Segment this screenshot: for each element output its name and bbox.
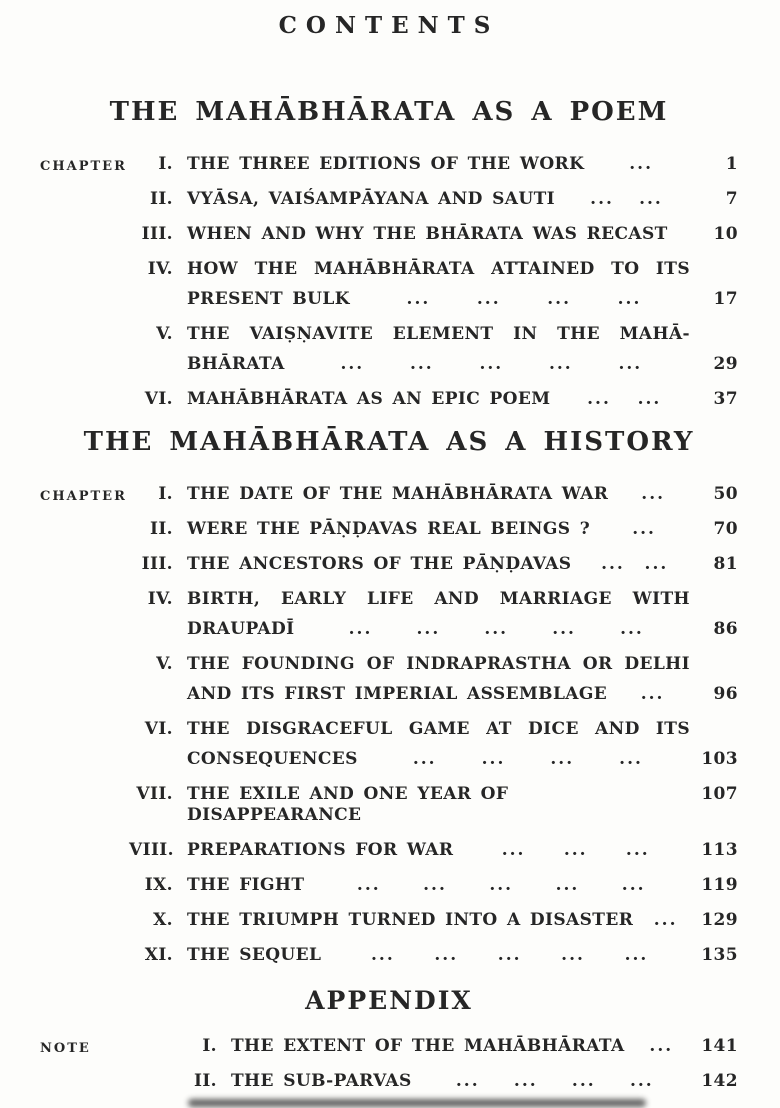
entry-title-text: THE SUB-PARVAS [231, 1071, 412, 1091]
entry-title-line [187, 519, 738, 540]
entry-title-text: PREPARATIONS FOR WAR [187, 840, 454, 860]
entry-title-text: THE DATE OF THE MAHĀBHĀRATA WAR [187, 484, 609, 504]
dot-leader-group: ... [348, 619, 373, 639]
dot-leaders [453, 840, 698, 861]
entry-page-number: 70 [713, 519, 738, 539]
entry-title-block [187, 259, 738, 310]
entry-title-line [187, 389, 738, 410]
dot-leaders [285, 354, 698, 375]
entry-title-block [187, 589, 738, 640]
entry-title-text: THE SEQUEL [187, 945, 322, 965]
entry-numeral: V. [156, 654, 173, 674]
dot-leader-group: ... [563, 840, 588, 860]
entry-title-block [187, 189, 738, 210]
entry-page-number: 142 [701, 1071, 738, 1091]
dot-leader-group: ... [409, 354, 434, 374]
dot-leader-group: ... [620, 619, 644, 639]
entry-numeral: IV. [147, 259, 173, 279]
toc-entry [40, 1036, 738, 1057]
entry-numeral: I. [158, 154, 173, 174]
dot-leader-group: ... [571, 1071, 596, 1091]
entry-numeral: V. [156, 324, 173, 344]
toc-entry [40, 945, 738, 966]
dot-leaders [555, 189, 698, 210]
toc-entry [40, 589, 738, 640]
entry-page-number: 129 [701, 910, 738, 930]
entry-title-line [187, 189, 738, 210]
scan-artifact-bar [188, 1099, 646, 1107]
dot-leaders [350, 289, 698, 310]
entry-title-text: WHEN AND WHY THE BHĀRATA WAS RECAST [187, 224, 668, 244]
entry-type-label: chapter [40, 154, 127, 175]
dot-leader-group: ... [406, 289, 431, 309]
entry-title-line [187, 554, 738, 575]
entry-title-block [231, 1071, 738, 1092]
entry-numeral: III. [141, 224, 173, 244]
dot-leader-group: ... [625, 840, 650, 860]
toc-entry [40, 784, 738, 826]
entry-title-text: MAHĀBHĀRATA AS AN EPIC POEM [187, 389, 551, 409]
entry-page-number: 81 [713, 554, 738, 574]
toc-entry [40, 554, 738, 575]
dot-leader-group: ... [497, 945, 522, 965]
toc-entry [40, 224, 738, 245]
entry-title-text: BHĀRATA [187, 354, 285, 374]
dot-leaders [571, 554, 698, 575]
entry-title-text: THE THREE EDITIONS OF THE WORK [187, 154, 585, 174]
entry-numeral: II. [149, 519, 173, 539]
entry-page-number: 10 [713, 224, 738, 244]
entry-page-number: 119 [701, 875, 738, 895]
dot-leaders [304, 875, 698, 896]
entry-title-line [187, 354, 738, 375]
entry-page-number: 50 [713, 484, 738, 504]
dot-leaders [608, 484, 698, 505]
entry-numeral: IX. [144, 875, 173, 895]
entry-title-text: THE TRIUMPH TURNED INTO A DISASTER [187, 910, 634, 930]
dot-leader-group: ... [548, 354, 573, 374]
dot-leader-group: ... [550, 749, 575, 769]
entry-numeral: I. [158, 484, 173, 504]
entry-title-line [187, 684, 738, 705]
dot-leader-group: ... [371, 945, 395, 965]
entry-page-number: 135 [701, 945, 738, 965]
dot-leader-group: ... [434, 945, 459, 965]
entry-title-block [187, 154, 738, 175]
entry-title-line [187, 749, 738, 770]
entry-page-number: 103 [701, 749, 738, 769]
entry-page-number: 37 [713, 389, 738, 409]
entry-title-text: WERE THE PĀṆḌAVAS REAL BEINGS ? [187, 519, 591, 539]
entry-title-block [187, 484, 738, 505]
toc-entry [40, 154, 738, 175]
entry-numeral: I. [202, 1036, 217, 1056]
entry-title-block [187, 654, 738, 705]
entry-title-line [231, 1071, 738, 1092]
toc-entry [40, 875, 738, 896]
entry-title-text: THE FIGHT [187, 875, 305, 895]
entry-title-line [187, 324, 738, 345]
toc-entry [40, 910, 738, 931]
entry-title-line [187, 619, 738, 640]
entry-title-text: HOW THE MAHĀBHĀRATA ATTAINED TO ITS [187, 259, 690, 279]
toc-section [40, 426, 738, 966]
dot-leader-group: ... [513, 1071, 538, 1091]
toc-section [40, 986, 738, 1092]
dot-leaders [550, 389, 698, 410]
dot-leaders [590, 519, 698, 540]
dot-leaders [295, 619, 698, 640]
dot-leader-group: ... [621, 875, 646, 895]
dot-leader-group: ... [649, 1036, 674, 1056]
toc-section [40, 96, 738, 410]
toc-entry [40, 484, 738, 505]
dot-leader-group: ... [640, 684, 665, 704]
toc-entry [40, 840, 738, 861]
entry-title-text: THE EXILE AND ONE YEAR OF DISAPPEARANCE [187, 784, 518, 825]
dot-leader-group: ... [476, 289, 501, 309]
entry-title-block [187, 519, 738, 540]
entry-title-text: THE ANCESTORS OF THE PĀṆḌAVAS [187, 554, 572, 574]
dot-leader-group: ... [455, 1071, 480, 1091]
toc-entry [40, 189, 738, 210]
entry-title-line [231, 1036, 738, 1057]
dot-leader-group: ... [639, 189, 663, 209]
entry-title-line [187, 654, 738, 675]
toc-entry [40, 719, 738, 770]
entry-title-line [187, 224, 738, 245]
dot-leaders [633, 910, 698, 931]
entry-title-block [187, 719, 738, 770]
dot-leader-group: ... [641, 484, 666, 504]
entry-numeral: II. [149, 189, 173, 209]
entry-title-text: VYĀSA, VAIŚAMPĀYANA AND SAUTI [187, 189, 556, 209]
entry-title-text: CONSEQUENCES [187, 749, 358, 769]
entry-title-line [187, 484, 738, 505]
entry-title-block [187, 875, 738, 896]
dot-leader-group: ... [617, 289, 642, 309]
page-title: CONTENTS [278, 12, 500, 39]
entry-title-block [187, 554, 738, 575]
dot-leader-group: ... [555, 875, 580, 895]
entry-title-text: THE VAIṢṆAVITE ELEMENT IN THE MAHĀ- [187, 324, 690, 344]
dot-leader-group: ... [489, 875, 514, 895]
entry-numeral: VII. [136, 784, 173, 804]
toc-entry [40, 1071, 738, 1092]
entry-title-line [187, 154, 738, 175]
entry-page-number: 107 [701, 784, 738, 804]
dot-leader-group: ... [629, 1071, 654, 1091]
dot-leader-group: ... [637, 389, 662, 409]
entry-title-block [187, 224, 738, 245]
section-heading: APPENDIX [305, 986, 473, 1015]
dot-leaders [607, 684, 698, 705]
dot-leader-group: ... [484, 619, 509, 639]
entry-numeral: VI. [144, 719, 173, 739]
dot-leader-group: ... [653, 910, 678, 930]
dot-leaders [584, 154, 698, 175]
dot-leader-group: ... [632, 519, 656, 539]
dot-leader-group: ... [624, 945, 649, 965]
entry-numeral: IV. [147, 589, 173, 609]
dot-leader-group: ... [552, 619, 576, 639]
entry-title-block [187, 324, 738, 375]
toc-entry [40, 519, 738, 540]
dot-leader-group: ... [481, 749, 506, 769]
entry-title-block [187, 910, 738, 931]
entry-title-line [187, 840, 738, 861]
entry-title-block [187, 784, 738, 826]
entry-title-text: THE DISGRACEFUL GAME AT DICE AND ITS [187, 719, 690, 739]
dot-leader-group: ... [561, 945, 585, 965]
toc-entry [40, 389, 738, 410]
entry-title-block [187, 389, 738, 410]
entry-type-label: note [40, 1036, 91, 1057]
dot-leaders [321, 945, 698, 966]
entry-numeral: XI. [144, 945, 173, 965]
dot-leader-group: ... [356, 875, 381, 895]
section-heading: THE MAHĀBHĀRATA AS A POEM [109, 97, 669, 127]
dot-leader-group: ... [587, 389, 611, 409]
entry-title-line [187, 719, 738, 740]
dot-leader-group: ... [423, 875, 447, 895]
dot-leader-group: ... [629, 154, 653, 174]
entry-numeral: X. [153, 910, 173, 930]
toc-entry [40, 259, 738, 310]
dot-leaders [412, 1071, 698, 1092]
entry-title-block [231, 1036, 738, 1057]
dot-leader-group: ... [618, 354, 643, 374]
entry-page-number: 96 [713, 684, 738, 704]
entry-title-line [187, 875, 738, 896]
entry-page-number: 7 [725, 189, 738, 209]
entry-type-label: chapter [40, 484, 127, 505]
entry-title-text: THE FOUNDING OF INDRAPRASTHA OR DELHI [187, 654, 690, 674]
dot-leader-group: ... [501, 840, 526, 860]
dot-leader-group: ... [619, 749, 643, 769]
entry-page-number: 1 [725, 154, 738, 174]
entry-title-line [187, 910, 738, 931]
entry-numeral: VI. [144, 389, 173, 409]
entry-numeral: VIII. [129, 840, 174, 860]
entry-title-line [187, 945, 738, 966]
dot-leader-group: ... [416, 619, 441, 639]
entry-title-text: AND ITS FIRST IMPERIAL ASSEMBLAGE [187, 684, 608, 704]
entry-page-number: 29 [713, 354, 738, 374]
entry-page-number: 113 [701, 840, 738, 860]
table-of-contents [40, 96, 738, 1092]
entry-title-line [187, 289, 738, 310]
entry-title-text: DRAUPADĪ [187, 619, 295, 639]
toc-entry [40, 324, 738, 375]
entry-page-number: 17 [713, 289, 738, 309]
dot-leader-group: ... [547, 289, 572, 309]
entry-title-text: BIRTH, EARLY LIFE AND MARRIAGE WITH [187, 589, 690, 609]
entry-title-block [187, 945, 738, 966]
entry-numeral: III. [141, 554, 173, 574]
dot-leaders [358, 749, 698, 770]
entry-page-number: 86 [713, 619, 738, 639]
entry-title-text: PRESENT BULK [187, 289, 350, 309]
entry-title-line [187, 784, 738, 826]
entry-title-line [187, 589, 738, 610]
entry-numeral: II. [193, 1071, 217, 1091]
entry-title-block [187, 840, 738, 861]
dot-leader-group: ... [590, 189, 614, 209]
dot-leader-group: ... [340, 354, 365, 374]
section-heading: THE MAHĀBHĀRATA AS A HISTORY [83, 427, 695, 457]
dot-leaders [625, 1036, 698, 1057]
dot-leader-group: ... [479, 354, 504, 374]
entry-page-number: 141 [701, 1036, 738, 1056]
dot-leader-group: ... [412, 749, 437, 769]
dot-leader-group: ... [601, 554, 625, 574]
toc-entry [40, 654, 738, 705]
dot-leader-group: ... [644, 554, 669, 574]
entry-title-text: THE EXTENT OF THE MAHĀBHĀRATA [231, 1036, 625, 1056]
entry-title-line [187, 259, 738, 280]
